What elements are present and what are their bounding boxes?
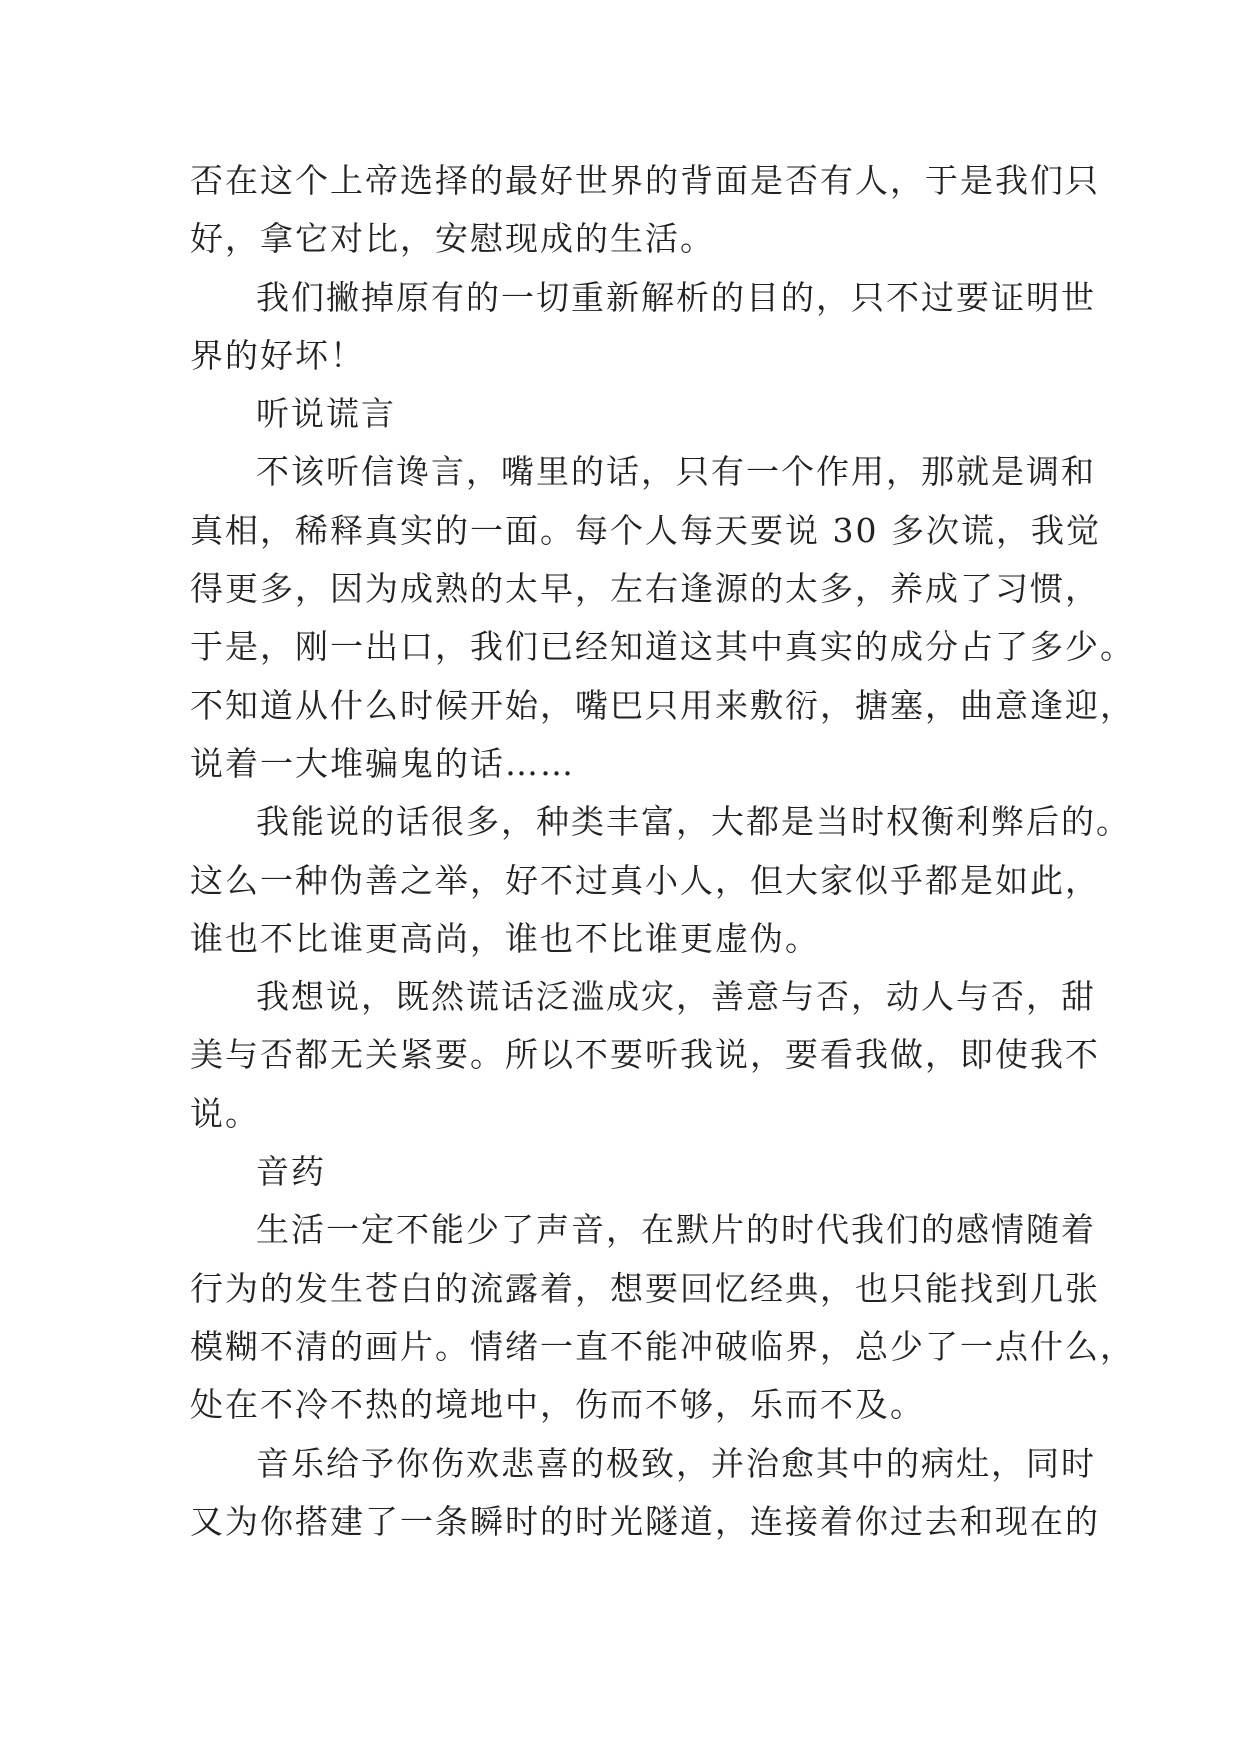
text-line: 好，拿它对比，安慰现成的生活。 bbox=[190, 219, 715, 258]
text-line: 处在不冷不热的境地中，伤而不够，乐而不及。 bbox=[190, 1385, 925, 1424]
text-line: 我能说的话很多，种类丰富，大都是当时权衡利弊后的。 bbox=[256, 802, 1131, 841]
text-line: 这么一种伪善之举，好不过真小人，但大家似乎都是如此， bbox=[190, 861, 1100, 900]
text-line: 界的好坏！ bbox=[190, 336, 365, 375]
text-line: 说着一大堆骗鬼的话…… bbox=[190, 744, 575, 783]
section-heading: 音药 bbox=[256, 1152, 326, 1191]
text-line: 我们撇掉原有的一切重新解析的目的，只不过要证明世 bbox=[256, 278, 1096, 317]
text-line: 谁也不比谁更高尚，谁也不比谁更虚伪。 bbox=[190, 919, 820, 958]
text-line: 说。 bbox=[190, 1094, 260, 1133]
text-line: 美与否都无关紧要。所以不要听我说，要看我做，即使我不 bbox=[190, 1035, 1100, 1074]
text-line: 不该听信谗言，嘴里的话，只有一个作用，那就是调和 bbox=[256, 452, 1096, 491]
text-line: 于是，刚一出口，我们已经知道这其中真实的成分占了多少。 bbox=[190, 627, 1135, 666]
text-line: 否在这个上帝选择的最好世界的背面是否有人，于是我们只 bbox=[190, 161, 1100, 200]
text-line: 我想说，既然谎话泛滥成灾，善意与否，动人与否，甜 bbox=[256, 977, 1096, 1016]
text-line: 生活一定不能少了声音，在默片的时代我们的感情随着 bbox=[256, 1210, 1096, 1249]
text-line: 行为的发生苍白的流露着，想要回忆经典，也只能找到几张 bbox=[190, 1269, 1100, 1308]
text-line: 又为你搭建了一条瞬时的时光隧道，连接着你过去和现在的 bbox=[190, 1502, 1100, 1541]
text-line: 模糊不清的画片。情绪一直不能冲破临界，总少了一点什么， bbox=[190, 1327, 1135, 1366]
text-line: 不知道从什么时候开始，嘴巴只用来敷衍，搪塞，曲意逢迎， bbox=[190, 686, 1135, 725]
section-heading: 听说谎言 bbox=[256, 394, 396, 433]
text-line: 真相，稀释真实的一面。每个人每天要说 30 多次谎，我觉 bbox=[190, 511, 1101, 550]
text-line: 音乐给予你伤欢悲喜的极致，并治愈其中的病灶，同时 bbox=[256, 1444, 1096, 1483]
text-line: 得更多，因为成熟的太早，左右逢源的太多，养成了习惯， bbox=[190, 569, 1100, 608]
